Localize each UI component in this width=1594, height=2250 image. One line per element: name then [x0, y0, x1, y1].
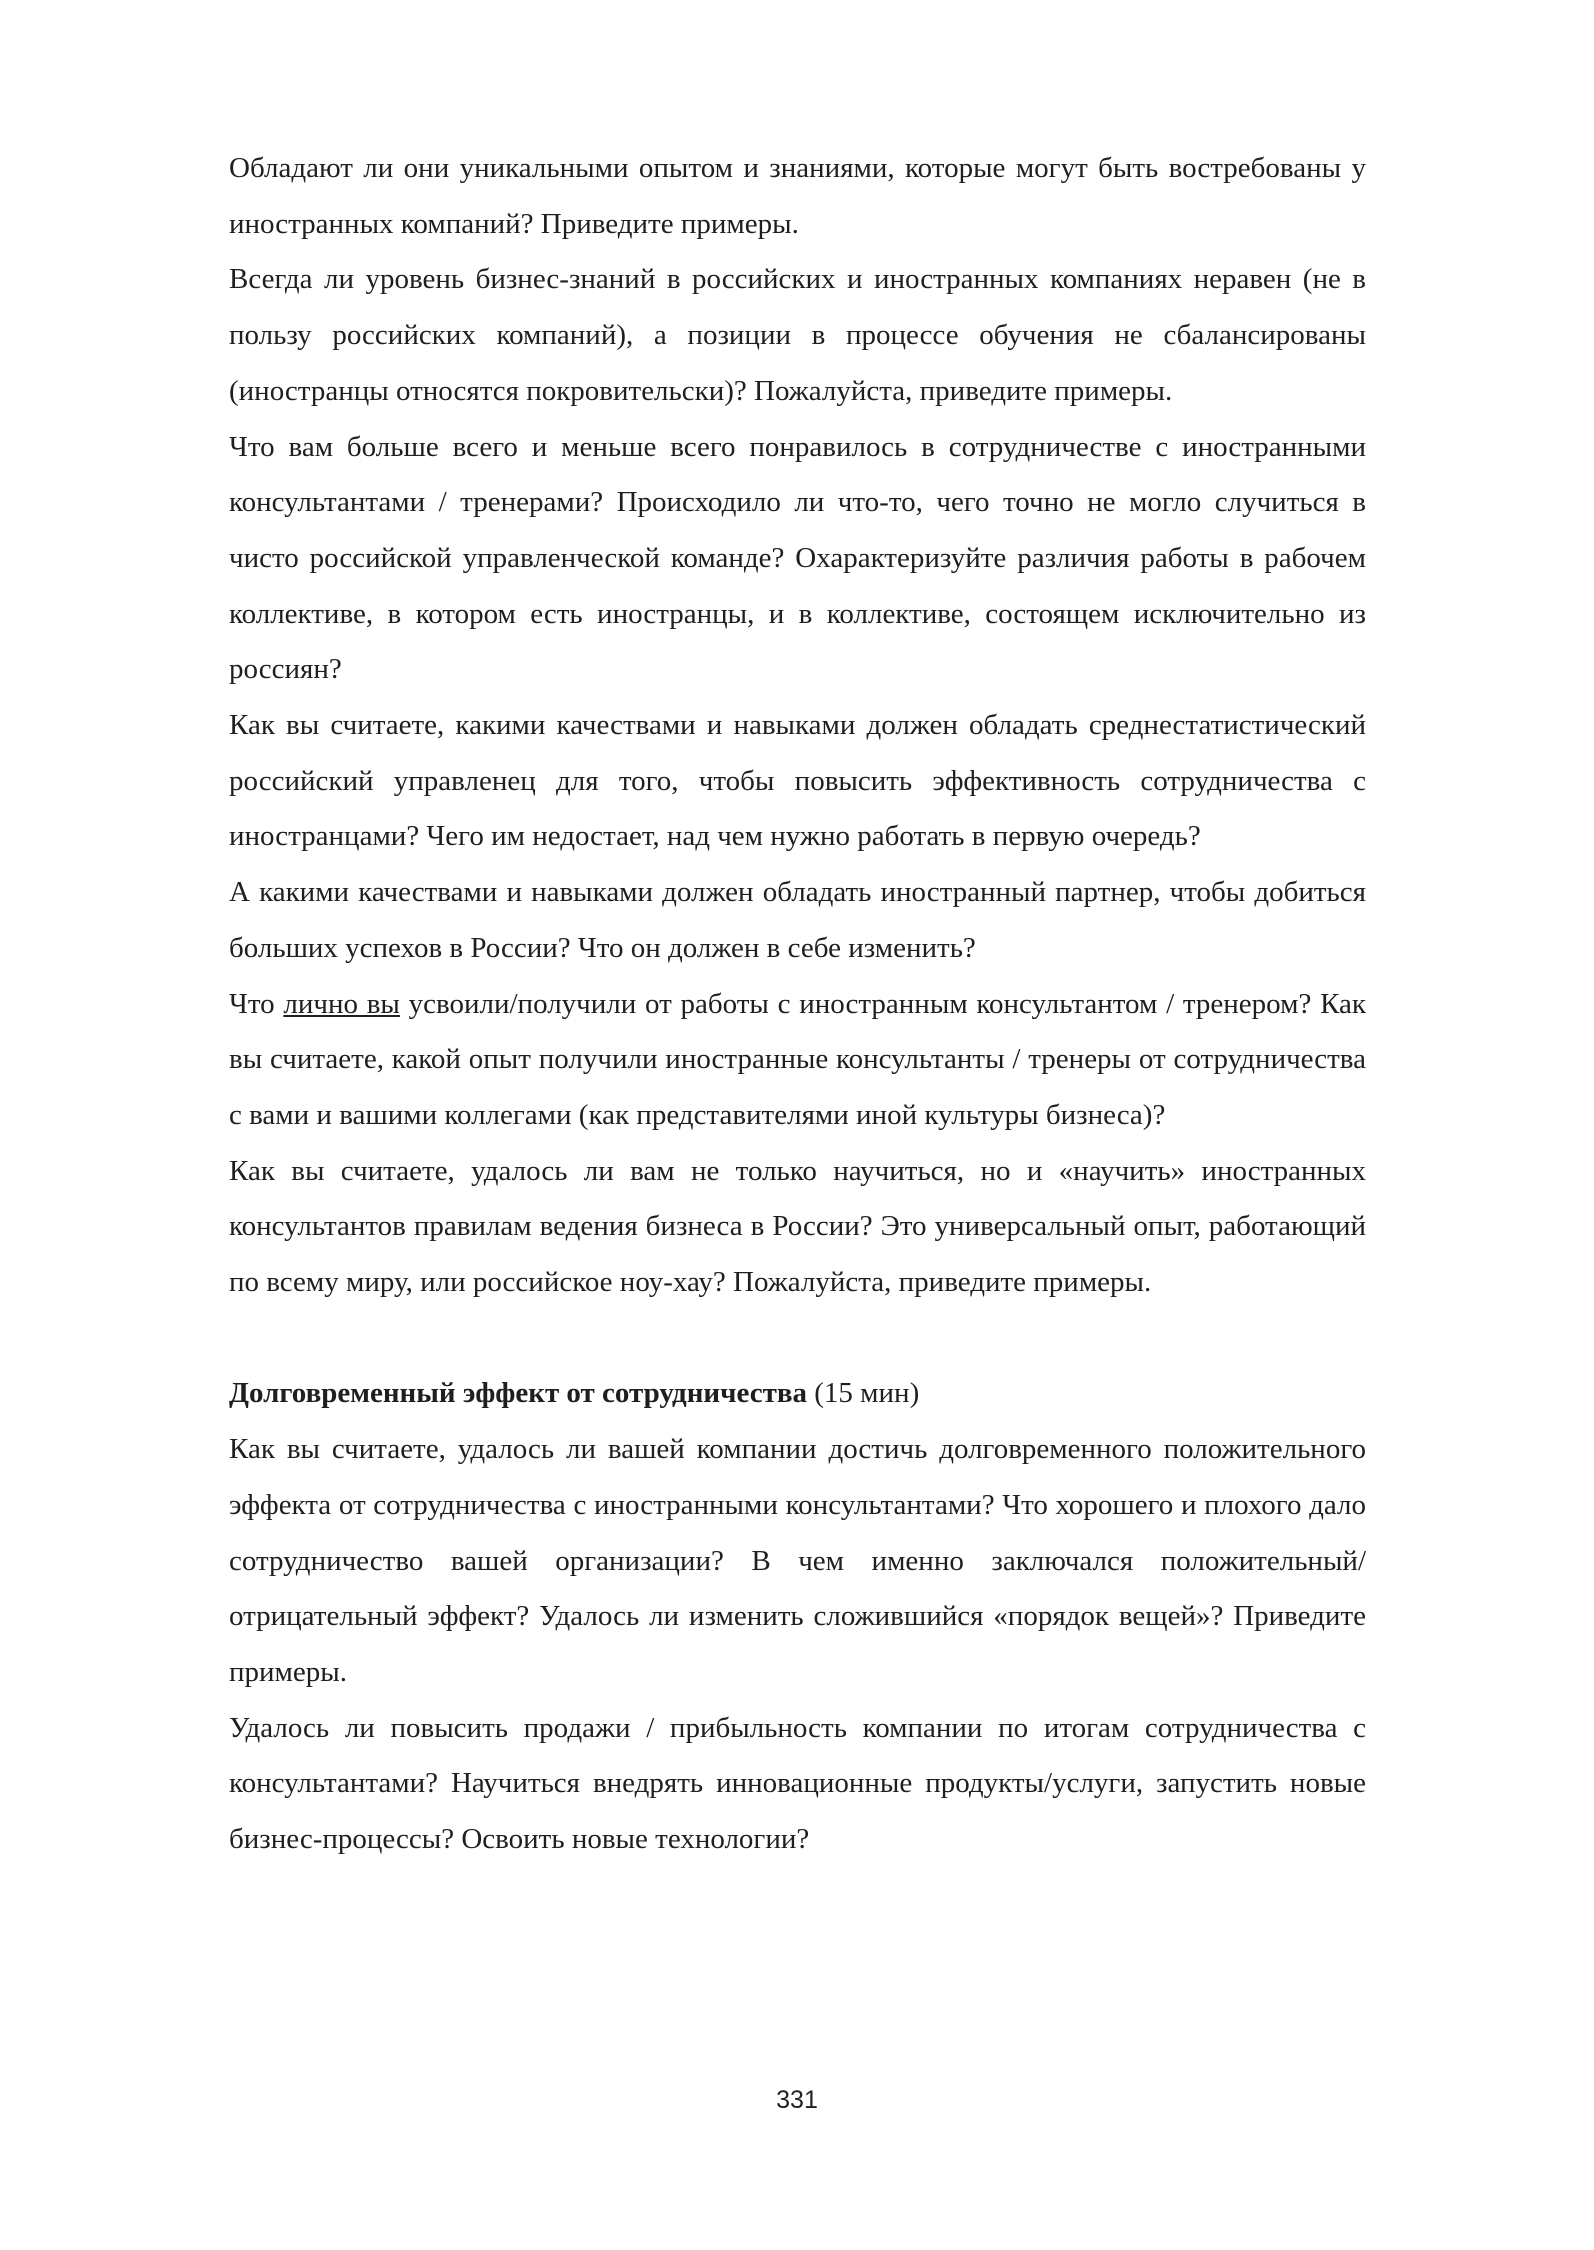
section-heading — [229, 1366, 1366, 1422]
section-heading-title: Долговременный эффект от сотрудничества — [229, 1377, 808, 1410]
paragraph-personal-learning — [229, 977, 1366, 1144]
paragraph-sales-profitability: Удалось ли повысить продажи / прибыльность компании по итогам сотрудничества с консультантами? Научиться внедрять инновационные продукты/услуги, запустить новые бизнес-процессы? Освоить новые технологии? — [229, 1711, 1366, 1856]
section-heading-duration: (15 мин) — [807, 1377, 920, 1410]
paragraph-foreign-partner-skills: А какими качествами и навыками должен обладать иностранный партнер, чтобы добиться больших успехов в России? Что он должен в себе изменить? — [229, 876, 1366, 964]
page-body — [229, 141, 1366, 1868]
paragraph-likes-dislikes: Что вам больше всего и меньше всего понравилось в сотрудничестве с иностранными консультантами / тренерами? Происходило ли что-то, чего точно не могло случиться в чисто российской управленческой команде? Охарактеризуйте различия работы в рабочем коллективе, в котором есть иностранцы, и в коллективе, состоящем исключительно из россиян? — [229, 430, 1366, 686]
paragraph-business-knowledge: Всегда ли уровень бизнес-знаний в российских и иностранных компаниях неравен (не в пользу российских компаний), а позиции в процессе обучения не сбалансированы (иностранцы относятся покровительски)? Пожалуйста, приведите примеры. — [229, 263, 1366, 407]
personal-learning-prefix: Что — [229, 987, 284, 1020]
paragraph-unique-experience: Обладают ли они уникальными опытом и знаниями, которые могут быть востребованы у иностранных компаний? Приведите примеры. — [229, 152, 1366, 240]
paragraph-long-term-effect: Как вы считаете, удалось ли вашей компании достичь долговременного положительного эффекта от сотрудничества с иностранными консультантами? Что хорошего и плохого дало сотрудничество вашей организации? В чем именно заключался положительный/отрицательный эффект? Удалось ли изменить сложившийся «порядок вещей»? Приведите примеры. — [229, 1433, 1366, 1688]
personal-learning-underlined: лично вы — [283, 987, 400, 1020]
paragraph-teach-consultants: Как вы считаете, удалось ли вам не только научиться, но и «научить» иностранных консультантов правилам ведения бизнеса в России? Это универсальный опыт, работающий по всему миру, или российское ноу-хау? Пожалуйста, приведите примеры. — [229, 1154, 1366, 1299]
section-spacer — [229, 1311, 1366, 1367]
page-number: 331 — [776, 2086, 818, 2114]
personal-learning-rest: усвоили/получили от работы с иностранным консультантом / тренером? Как вы считаете, какой опыт получили иностранные консультанты / тренеры от сотрудничества с вами и вашими коллегами (как представителями иной культуры бизнеса)? — [229, 987, 1366, 1131]
paragraph-russian-manager-skills: Как вы считаете, какими качествами и навыками должен обладать среднестатистический российский управленец для того, чтобы повысить эффективность сотрудничества с иностранцами? Чего им недостает, над чем нужно работать в первую очередь? — [229, 709, 1366, 853]
